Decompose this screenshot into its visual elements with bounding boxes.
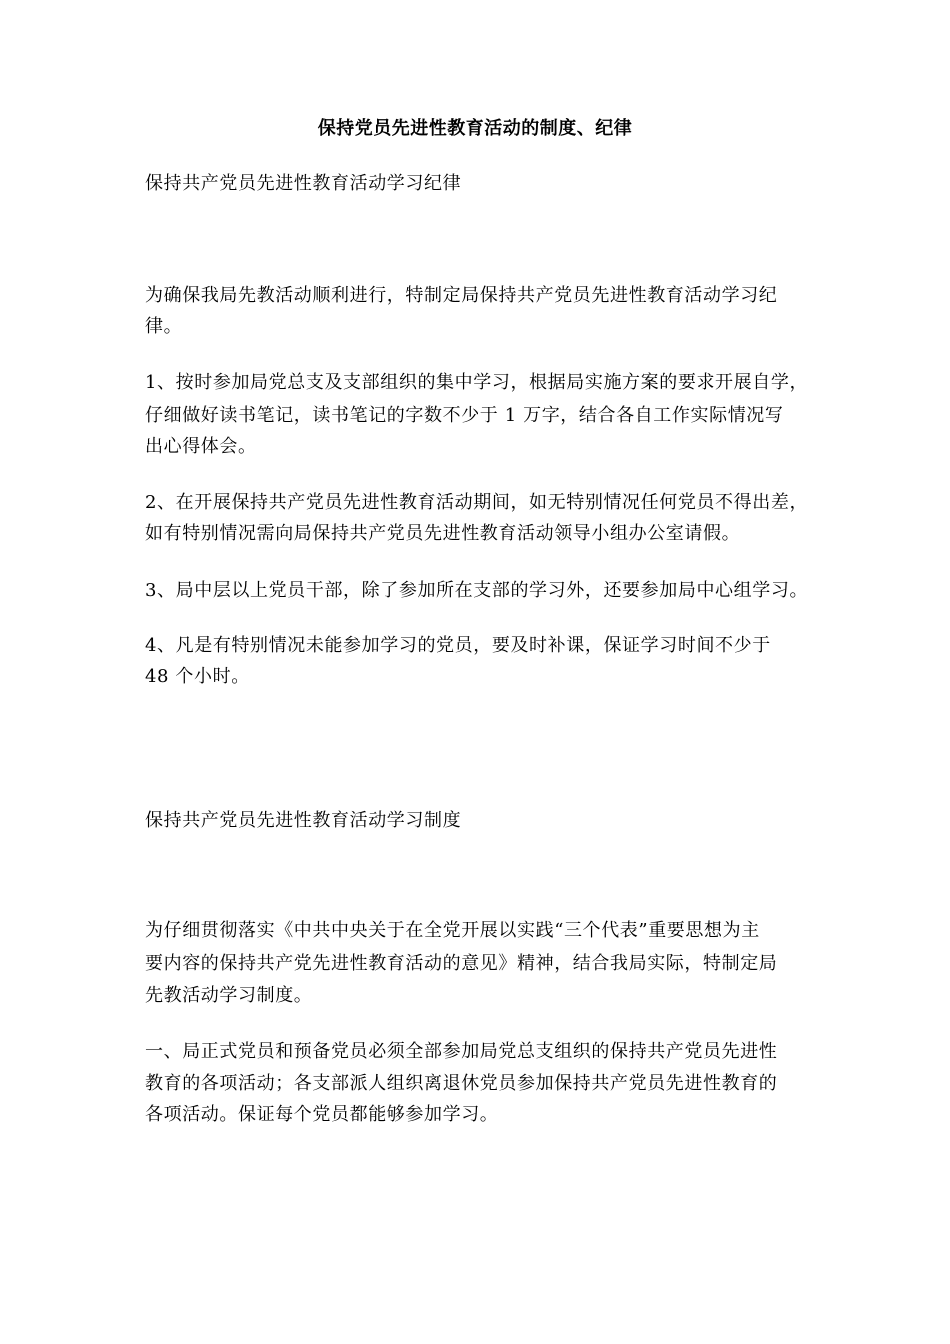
paragraph-line: 2、在开展保持共产党员先进性教育活动期间，如无特别情况任何党员不得出差， — [145, 492, 809, 513]
paragraph-line: 要内容的保持共产党先进性教育活动的意见》精神，结合我局实际，特制定局 — [145, 953, 778, 974]
paragraph-line: 律。 — [145, 316, 183, 337]
paragraph-line: 为确保我局先教活动顺利进行，特制定局保持共产党员先进性教育活动学习纪 — [145, 285, 778, 306]
paragraph-line: 48 个小时。 — [145, 666, 250, 687]
section-heading-system: 保持共产党员先进性教育活动学习制度 — [145, 810, 462, 831]
paragraph-line: 仔细做好读书笔记，读书笔记的字数不少于 1 万字，结合各自工作实际情况写 — [145, 405, 784, 426]
paragraph-line: 先教活动学习制度。 — [145, 985, 313, 1006]
paragraph-line: 1、按时参加局党总支及支部组织的集中学习，根据局实施方案的要求开展自学， — [145, 372, 809, 393]
paragraph-line: 4、凡是有特别情况未能参加学习的党员，要及时补课，保证学习时间不少于 — [145, 635, 771, 656]
document-title: 保持党员先进性教育活动的制度、纪律 — [317, 118, 633, 139]
paragraph-line: 如有特别情况需向局保持共产党员先进性教育活动领导小组办公室请假。 — [145, 523, 741, 544]
paragraph-line: 一、局正式党员和预备党员必须全部参加局党总支组织的保持共产党员先进性 — [145, 1041, 778, 1062]
paragraph-line: 为仔细贯彻落实《中共中央关于在全党开展以实践“三个代表”重要思想为主 — [145, 920, 760, 941]
paragraph-line: 教育的各项活动；各支部派人组织离退休党员参加保持共产党员先进性教育的 — [145, 1073, 778, 1094]
paragraph-line: 各项活动。保证每个党员都能够参加学习。 — [145, 1104, 499, 1125]
paragraph-line: 出心得体会。 — [145, 436, 257, 457]
section-heading-discipline: 保持共产党员先进性教育活动学习纪律 — [145, 173, 462, 194]
paragraph-line: 3、局中层以上党员干部，除了参加所在支部的学习外，还要参加局中心组学习。 — [145, 580, 809, 601]
